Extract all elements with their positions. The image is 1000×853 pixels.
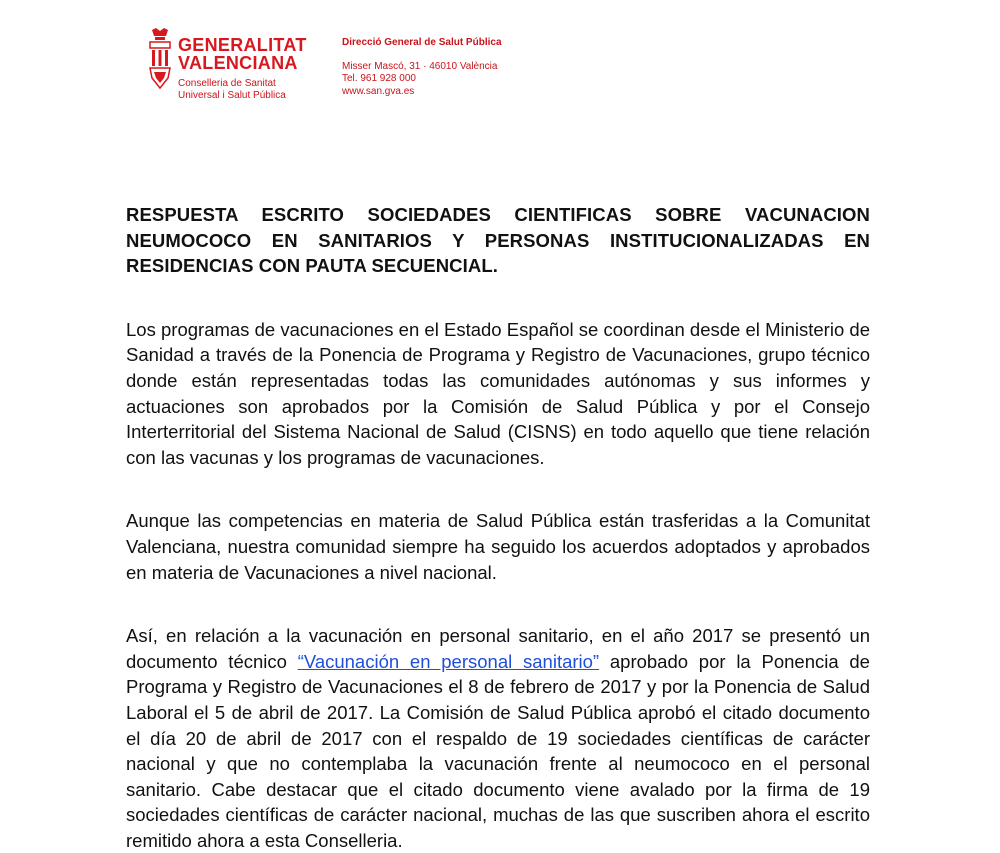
logo-sub-line1: Conselleria de Sanitat	[178, 78, 276, 89]
website: www.san.gva.es	[342, 85, 415, 97]
personal-sanitario-link[interactable]: “Vacunación en personal sanitario”	[297, 650, 600, 672]
logo-name-line1: GENERALITAT	[178, 35, 307, 55]
document-body	[126, 202, 870, 853]
logo-sub-line2: Universal i Salut Pública	[178, 90, 286, 101]
address: Misser Mascó, 31 · 46010 València	[342, 60, 498, 72]
logo-wordmark	[178, 36, 307, 72]
department-name: Direcció General de Salut Pública	[342, 37, 502, 48]
generalitat-logo	[148, 28, 308, 101]
contact-block	[342, 37, 502, 98]
paragraph-3	[126, 623, 870, 853]
paragraph-3-end: aprobado por la Ponencia de Programa y Registro de Vacunaciones el 8 de febrero de 2017 y por la Ponencia de Salud Laboral el 5 de abril de 2017. La Comisión de Salud Pública aprobó el citado documento el día 20 de abril de 2017 con el respaldo de 19 sociedades científicas de carácter nacional y que no contemplaba la vacunación frente al neumococo en el personal sanitario. Cabe destacar que el citado documento viene avalado por la firma de 19 sociedades científicas de carácter nacional, muchas de las que suscriben ahora el escrito remitido ahora a esta Conselleria.	[126, 650, 870, 851]
coat-of-arms-icon	[148, 28, 172, 90]
logo-subtitle	[178, 78, 286, 102]
paragraph-2: Aunque las competencias en materia de Salud Pública están trasferidas a la Comunitat Valenciana, nuestra comunidad siempre ha seguido los acuerdos adoptados y aprobados en materia de Vacunaciones a nivel nacional.	[126, 510, 870, 583]
document-title: RESPUESTA ESCRITO SOCIEDADES CIENTIFICAS SOBRE VACUNACION NEUMOCOCO EN SANITARIOS Y PERSONAS INSTITUCIONALIZADAS EN RESIDENCIAS CON PAUTA SECUENCIAL.	[126, 204, 870, 277]
paragraph-1: Los programas de vacunaciones en el Estado Español se coordinan desde el Ministerio de Sanidad a través de la Ponencia de Programa y Registro de Vacunaciones, grupo técnico donde están representadas todas las comunidades autónomas y sus informes y actuaciones son aprobados por la Comisión de Salud Pública y por el Consejo Interterritorial del Sistema Nacional de Salud (CISNS) en todo aquello que tiene relación con las vacunas y los programas de vacunaciones.	[126, 318, 870, 468]
paragraph-3-start: Así, en relación a la vacunación en personal sanitario, en el año 2017 se presentó un documento técnico	[126, 625, 870, 672]
logo-name-line2: VALENCIANA	[178, 53, 298, 73]
phone: Tel. 961 928 000	[342, 73, 416, 84]
